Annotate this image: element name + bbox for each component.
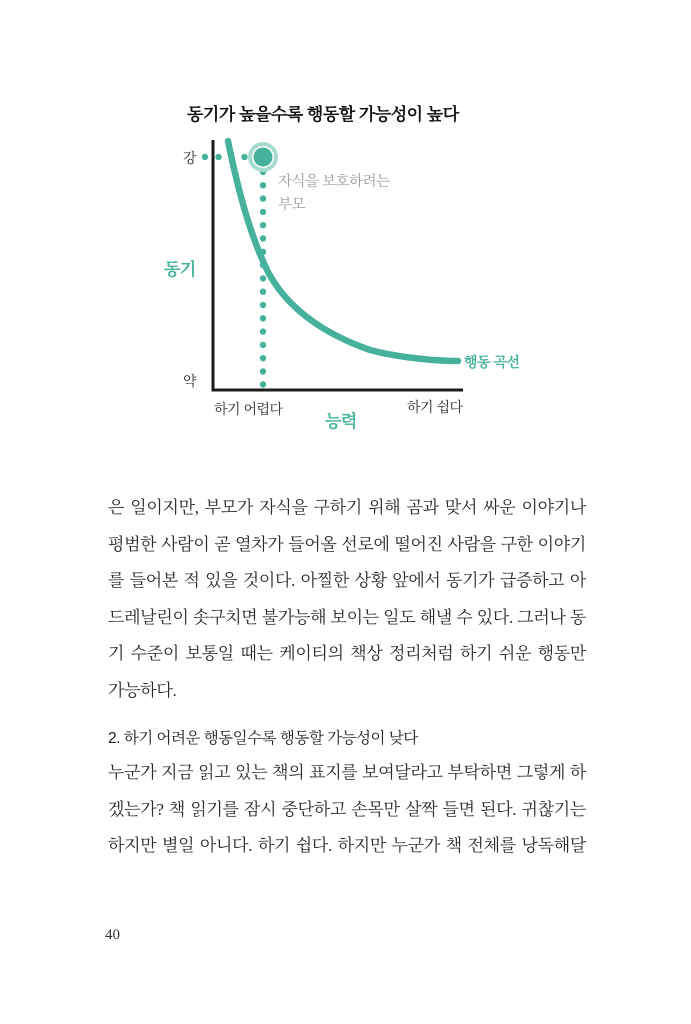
highlight-point-marker <box>250 144 276 170</box>
paragraph-2 <box>108 755 586 865</box>
curve-label: 행동 곡선 <box>464 354 520 370</box>
page-number: 40 <box>105 927 120 943</box>
x-axis-title: 능력 <box>325 412 357 431</box>
x-axis-tick-hard: 하기 어렵다 <box>214 401 283 417</box>
section-subheading: 2. 하기 어려운 행동일수록 행동할 가능성이 낮다 <box>108 730 418 747</box>
paragraph-line: 가능하다. <box>108 680 177 700</box>
dotted-guide-horizontal <box>202 154 248 160</box>
x-axis-tick-easy: 하기 쉽다 <box>407 399 463 415</box>
chart-title: 동기가 높을수록 행동할 가능성이 높다 <box>187 105 459 124</box>
chart-canvas <box>0 0 691 460</box>
paragraph-line: 하지만 별일 아니다. 하기 쉽다. 하지만 누군가 책 전체를 낭독해달 <box>108 836 586 856</box>
point-annotation <box>278 171 390 216</box>
behavior-model-chart <box>0 0 691 460</box>
paragraph-1 <box>108 490 586 710</box>
paragraph-line: 은 일이지만, 부모가 자식을 구하기 위해 곰과 맞서 싸운 이야기나 <box>108 498 586 517</box>
paragraph-line: 평범한 사람이 곧 열차가 들어올 선로에 떨어진 사람을 구한 이야기 <box>108 534 586 554</box>
y-axis-tick-weak: 약 <box>183 373 197 389</box>
paragraph-line: 기 수준이 보통일 때는 케이티의 책상 정리처럼 하기 쉬운 행동만 <box>108 644 586 664</box>
point-annotation-line2: 부모 <box>278 196 306 213</box>
paragraph-line: 드레날린이 솟구치면 불가능해 보이는 일도 해낼 수 있다. 그러나 동 <box>108 607 586 627</box>
y-axis-title: 동기 <box>164 260 196 279</box>
paragraph-line: 누군가 지금 읽고 있는 책의 표지를 보여달라고 부탁하면 그렇게 하 <box>108 763 586 782</box>
point-annotation-line1: 자식을 보호하려는 <box>278 174 390 190</box>
dotted-guide-vertical <box>260 169 266 388</box>
paragraph-line: 를 들어본 적 있을 것이다. 아찔한 상황 앞에서 동기가 급증하고 아 <box>108 571 586 591</box>
y-axis-tick-strong: 강 <box>183 150 197 166</box>
paragraph-line: 겠는가? 책 읽기를 잠시 중단하고 손목만 살짝 들면 된다. 귀찮기는 <box>108 799 586 819</box>
